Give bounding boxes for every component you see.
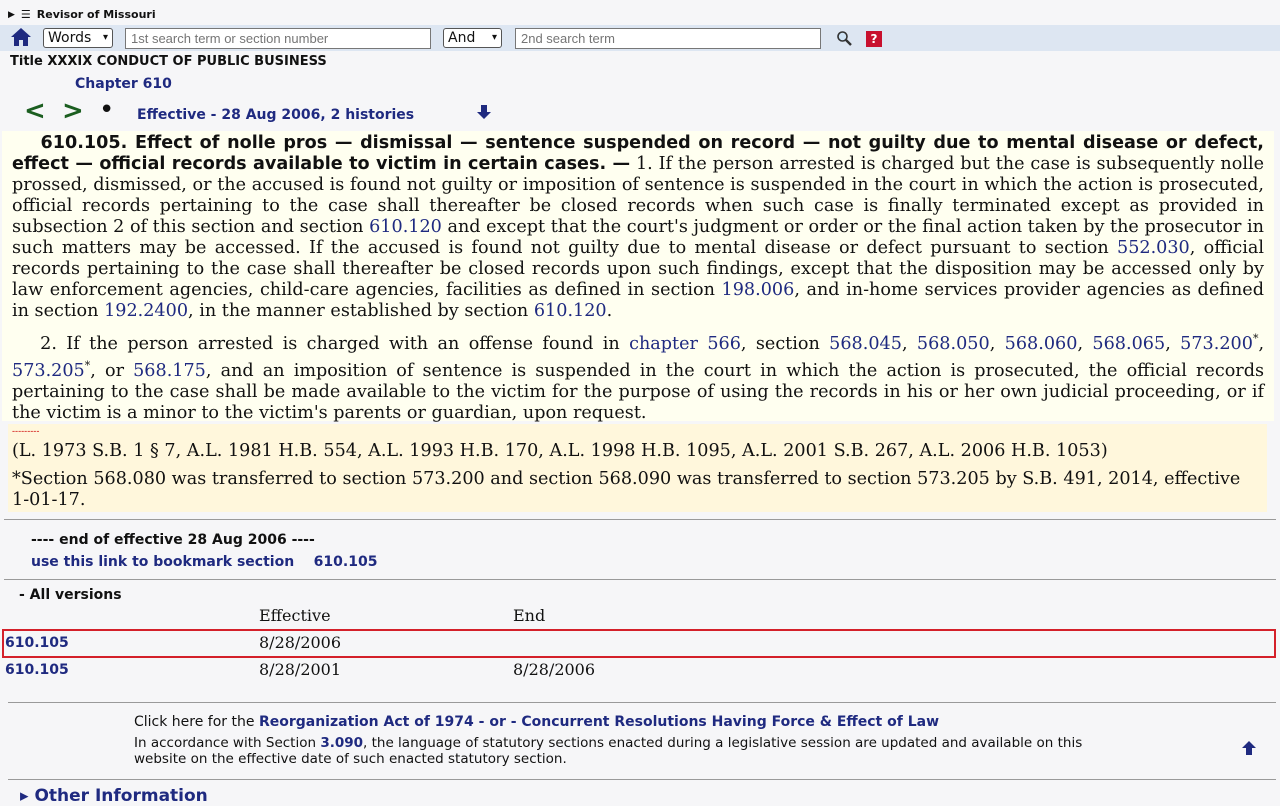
- version-row-current[interactable]: [3, 630, 1275, 657]
- app-header: [8, 8, 156, 21]
- column-header-effective: Effective: [259, 606, 331, 625]
- section-link[interactable]: 198.006: [721, 280, 795, 300]
- triangle-right-icon[interactable]: ▶: [8, 9, 15, 20]
- help-icon[interactable]: ?: [866, 31, 882, 47]
- magnifier-icon[interactable]: [836, 30, 852, 46]
- search-term-1-input[interactable]: [125, 28, 431, 49]
- search-operator-select[interactable]: And ▾: [443, 28, 502, 48]
- history-citation: (L. 1973 S.B. 1 § 7, A.L. 1981 H.B. 554, A.L. 1993 H.B. 170, A.L. 1998 H.B. 1095, A.L. 2001 S.B. 267, A.L. 2006 H.B. 1053): [12, 441, 1108, 461]
- section-paragraph-2: 2. If the person arrested is charged with an offense found in chapter 566, section 568.045, 568.050, 568.060, 568.065, 573.200*, 573.205*, or 568.175, and an imposition of sentence is suspended in the court in which the action is prosecuted, the official records pertaining to the case shall be made available to the victim for the purpose of using the records in his or her own judicial proceeding, or if the victim is a minor to the victim's parents or guardian, upon request.: [12, 332, 1265, 423]
- prev-section-button[interactable]: <: [24, 96, 46, 126]
- chapter-link[interactable]: Chapter 610: [75, 76, 172, 92]
- reorganization-act-link[interactable]: Reorganization Act of 1974 - or - Concurrent Resolutions Having Force & Effect of Law: [258, 714, 940, 730]
- footnote-marker: *: [1252, 332, 1259, 345]
- history-notes: [8, 424, 1267, 512]
- arrow-down-icon[interactable]: [476, 104, 492, 120]
- section-link[interactable]: 568.050: [916, 333, 990, 354]
- section-paragraph-1: 610.105. Effect of nolle pros — dismissal — sentence suspended on record — not guilty due to mental disease or defect, effect — official records available to victim in certain cases. — 1. If the person arrested is charged but the case is subsequently nolle prossed, dismissed, or the accused is found not guilty or imposition of sentence is suspended in the court in which the action is prosecuted, official records pertaining to the case shall thereafter be closed records when such case is finally terminated except as provided in subsection 2 of this section and section 610.120 and except that the court's judgment or order or the final action taken by the prosecutor in such matters may be accessed. If the accused is found not guilty due to mental disease or defect pursuant to section 552.030, official records pertaining to the case shall thereafter be closed records upon such findings, except that the disposition may be accessed only by law enforcement agencies, child-care agencies, facilities as defined in section 198.006, and in-home services provider agencies as defined in section 192.2400, in the manner established by section 610.120.: [12, 133, 1264, 321]
- current-dot: •: [99, 95, 115, 125]
- section-link[interactable]: 568.065: [1092, 333, 1166, 354]
- section-3-090-link[interactable]: 3.090: [320, 735, 364, 751]
- version-section-link[interactable]: 610.105: [5, 635, 69, 651]
- version-section-link[interactable]: 610.105: [5, 662, 69, 678]
- section-number: 610.105.: [40, 133, 128, 153]
- search-term-2-input[interactable]: [515, 28, 821, 49]
- footnote-marker: *: [84, 358, 91, 372]
- section-nav: [24, 95, 504, 126]
- next-section-button[interactable]: >: [62, 96, 84, 126]
- search-mode-select[interactable]: Words ▾: [43, 28, 113, 48]
- divider: [8, 779, 1276, 780]
- title-heading: Title XXXIX CONDUCT OF PUBLIC BUSINESS: [10, 54, 327, 69]
- hamburger-icon[interactable]: ☰: [20, 8, 31, 21]
- divider: [4, 579, 1276, 580]
- section-link[interactable]: 610.120: [533, 301, 607, 321]
- section-heading: Effect of nolle pros — dismissal — sentence suspended on record — not guilty due to mental disease or defect, effect — official records available to victim in certain cases. —: [12, 133, 1264, 174]
- section-link[interactable]: 192.2400: [104, 301, 189, 321]
- section-text: [2, 131, 1274, 421]
- other-information-toggle[interactable]: ▸ Other Information: [20, 786, 208, 806]
- version-effective-date: 8/28/2006: [259, 633, 342, 652]
- end-effective-label: ---- end of effective 28 Aug 2006 ----: [31, 532, 315, 548]
- section-link[interactable]: 568.045: [829, 333, 902, 354]
- section-link[interactable]: 568.175: [133, 360, 206, 381]
- chevron-down-icon: ▾: [491, 32, 497, 43]
- accordance-note: In accordance with Section 3.090, the language of statutory sections enacted during a legislative session are updated and available on this website on the effective date of such enacted statutory section.: [134, 735, 1083, 767]
- notes-divider: ---------: [12, 427, 40, 437]
- home-icon[interactable]: [10, 27, 32, 47]
- all-versions-heading: - All versions: [19, 587, 122, 603]
- section-link[interactable]: 573.205: [12, 360, 85, 381]
- section-link[interactable]: 573.200: [1180, 333, 1253, 354]
- section-link[interactable]: 568.060: [1004, 333, 1078, 354]
- effective-histories-link[interactable]: Effective - 28 Aug 2006, 2 histories: [137, 107, 415, 123]
- bookmark-link[interactable]: use this link to bookmark section 610.105: [31, 554, 378, 570]
- chevron-down-icon: ▾: [102, 32, 108, 43]
- divider: [4, 519, 1276, 520]
- divider: [8, 702, 1276, 703]
- version-effective-date: 8/28/2001: [259, 660, 342, 679]
- reorganization-note: Click here for the Reorganization Act of 1974 - or - Concurrent Resolutions Having Force & Effect of Law: [134, 714, 940, 730]
- version-end-date: 8/28/2006: [513, 660, 596, 679]
- section-link[interactable]: 552.030: [1117, 238, 1190, 258]
- footnote-text: *Section 568.080 was transferred to section 573.200 and section 568.090 was transferred to section 573.205 by S.B. 491, 2014, effective 1-01-17.: [12, 469, 1241, 510]
- chapter-link[interactable]: chapter 566: [629, 333, 741, 354]
- column-header-end: End: [513, 606, 546, 625]
- section-link[interactable]: 610.120: [369, 217, 442, 237]
- app-title: Revisor of Missouri: [36, 8, 156, 21]
- version-row[interactable]: [3, 657, 1275, 684]
- arrow-up-icon[interactable]: [1241, 740, 1257, 756]
